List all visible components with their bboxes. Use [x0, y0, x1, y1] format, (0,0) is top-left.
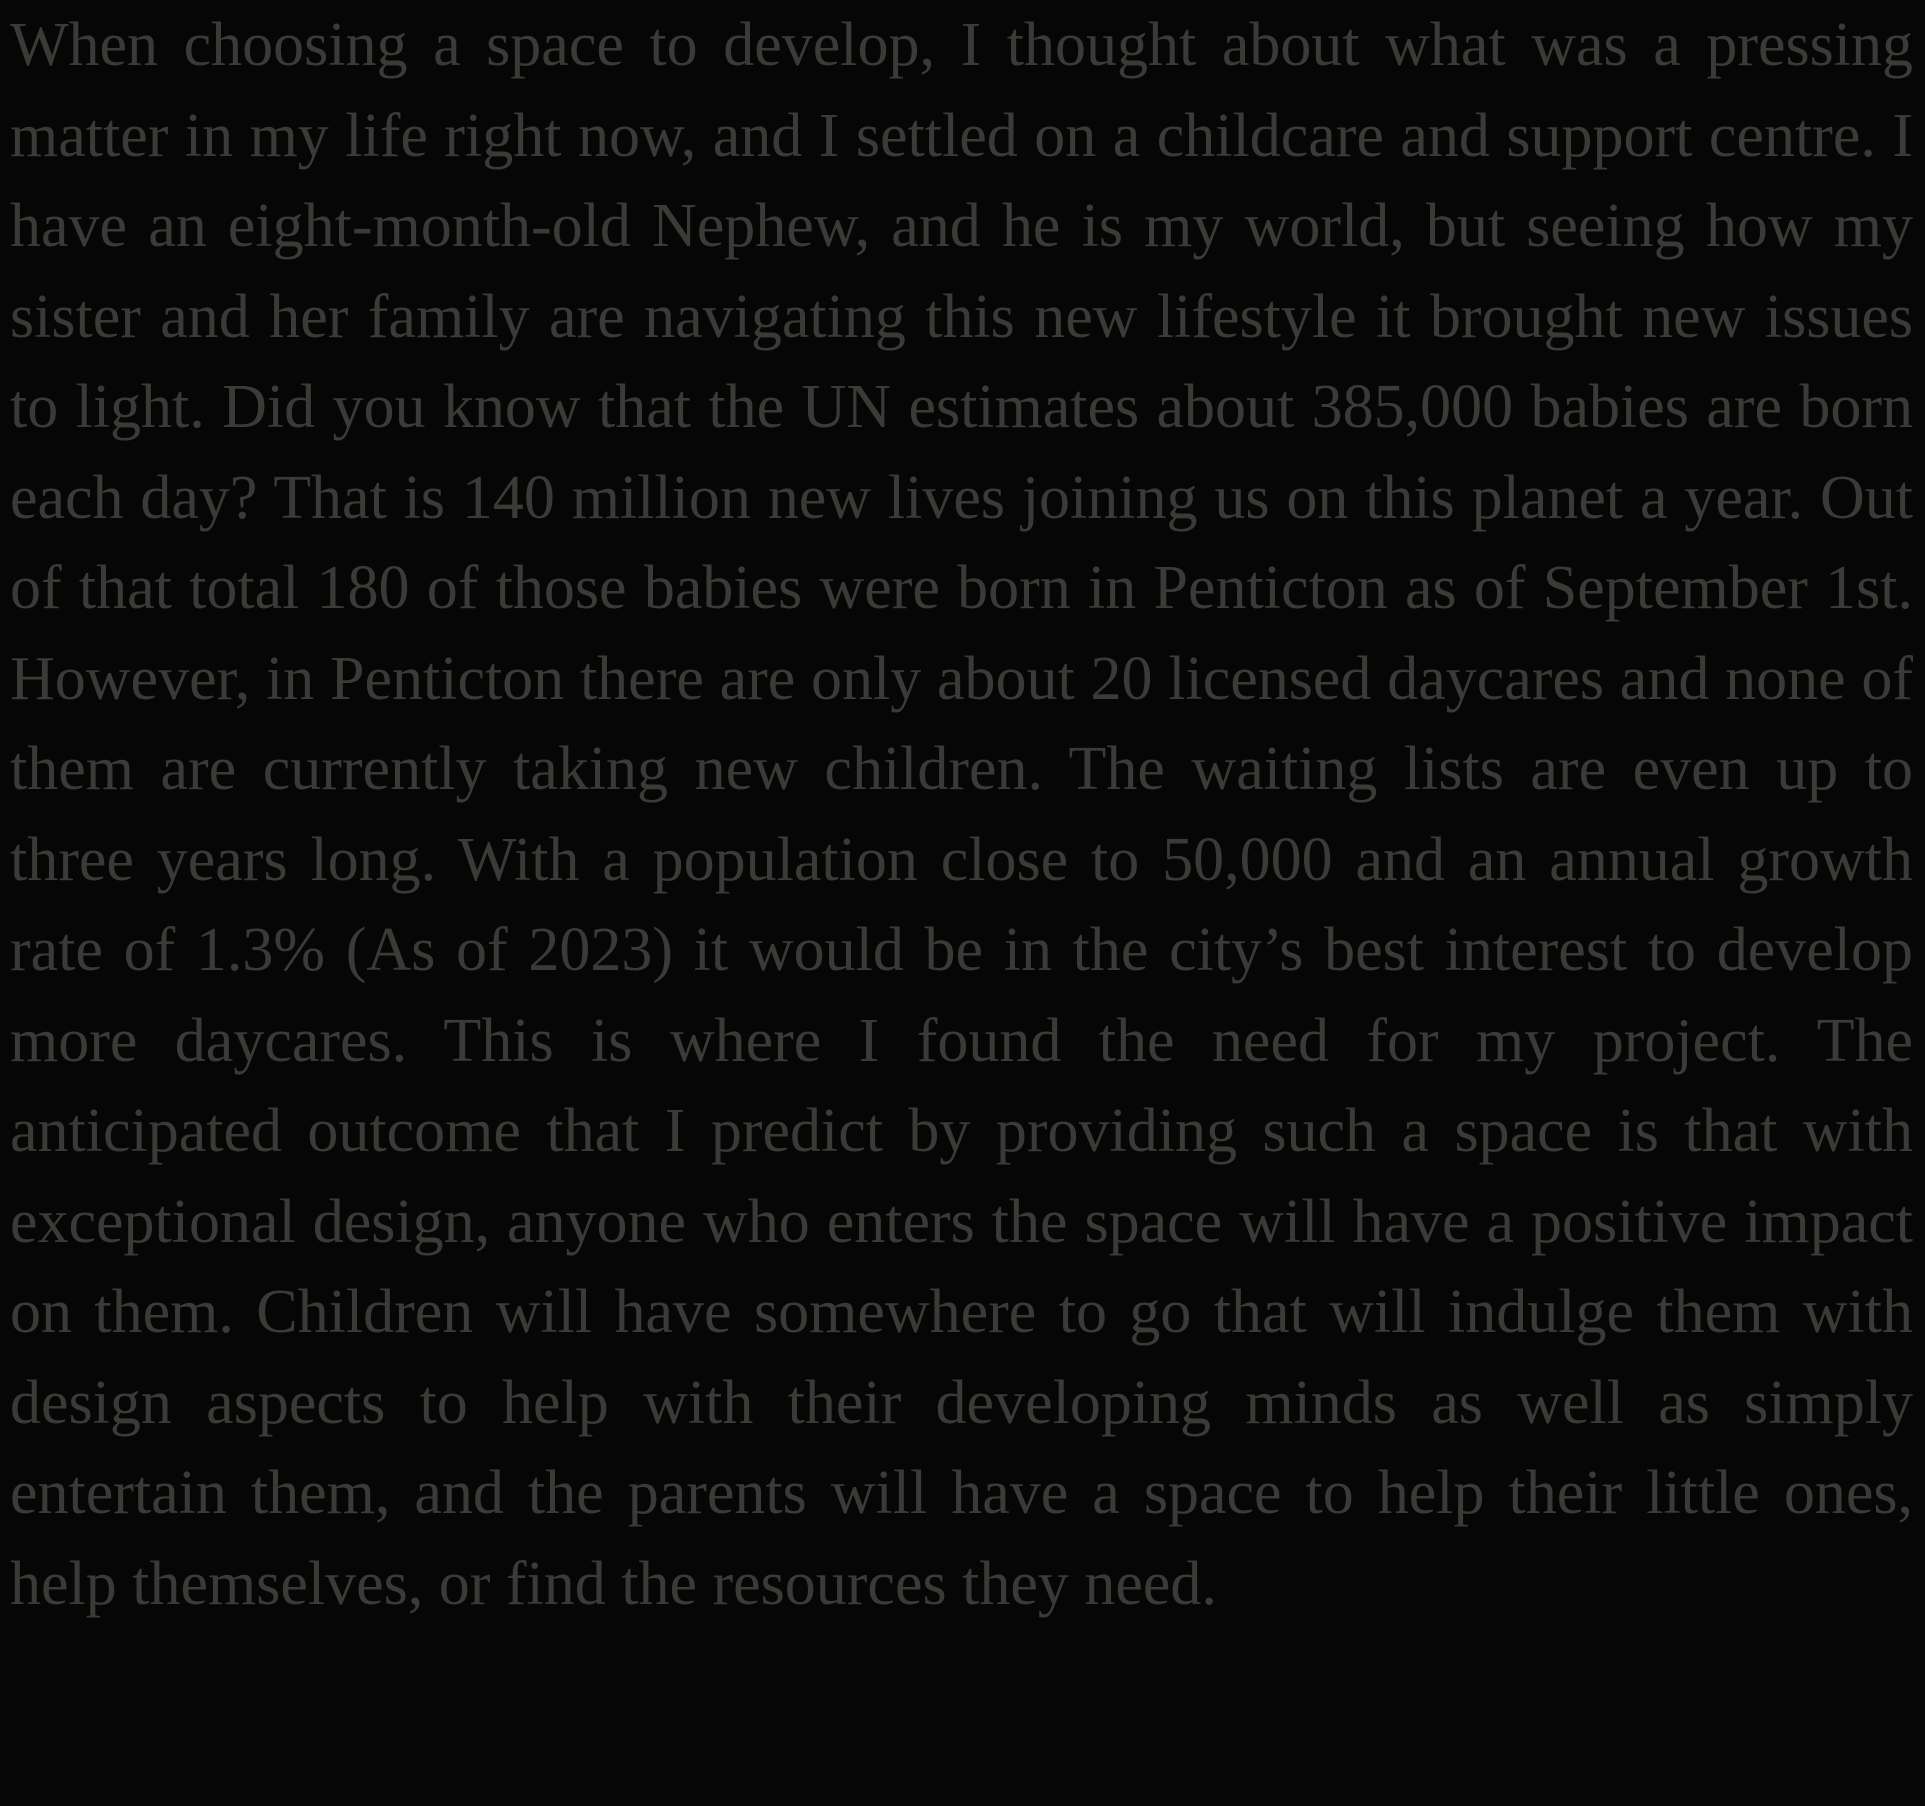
- body-paragraph: When choosing a space to develop, I thought about what was a pressing matter in my life right now, and I settled on a childcare and support centre. I have an eight-month-old Nephew, and he is my world, but seeing how my sister and her family are navigating this new lifestyle it brought new issues to light. Did you know that the UN estimates about 385,000 babies are born each day? That is 140 million new lives joining us on this planet a year. Out of that total 180 of those babies were born in Penticton as of September 1st. However, in Penticton there are only about 20 licensed daycares and none of them are currently taking new children. The waiting lists are even up to three years long. With a population close to 50,000 and an annual growth rate of 1.3% (As of 2023) it would be in the city’s best interest to develop more daycares. This is where I found the need for my project. The anticipated outcome that I predict by providing such a space is that with exceptional design, anyone who enters the space will have a positive impact on them. Children will have somewhere to go that will indulge them with design aspects to help with their developing minds as well as simply entertain them, and the parents will have a space to help their little ones, help themselves, or find the resources they need.: [10, 11, 1913, 1618]
